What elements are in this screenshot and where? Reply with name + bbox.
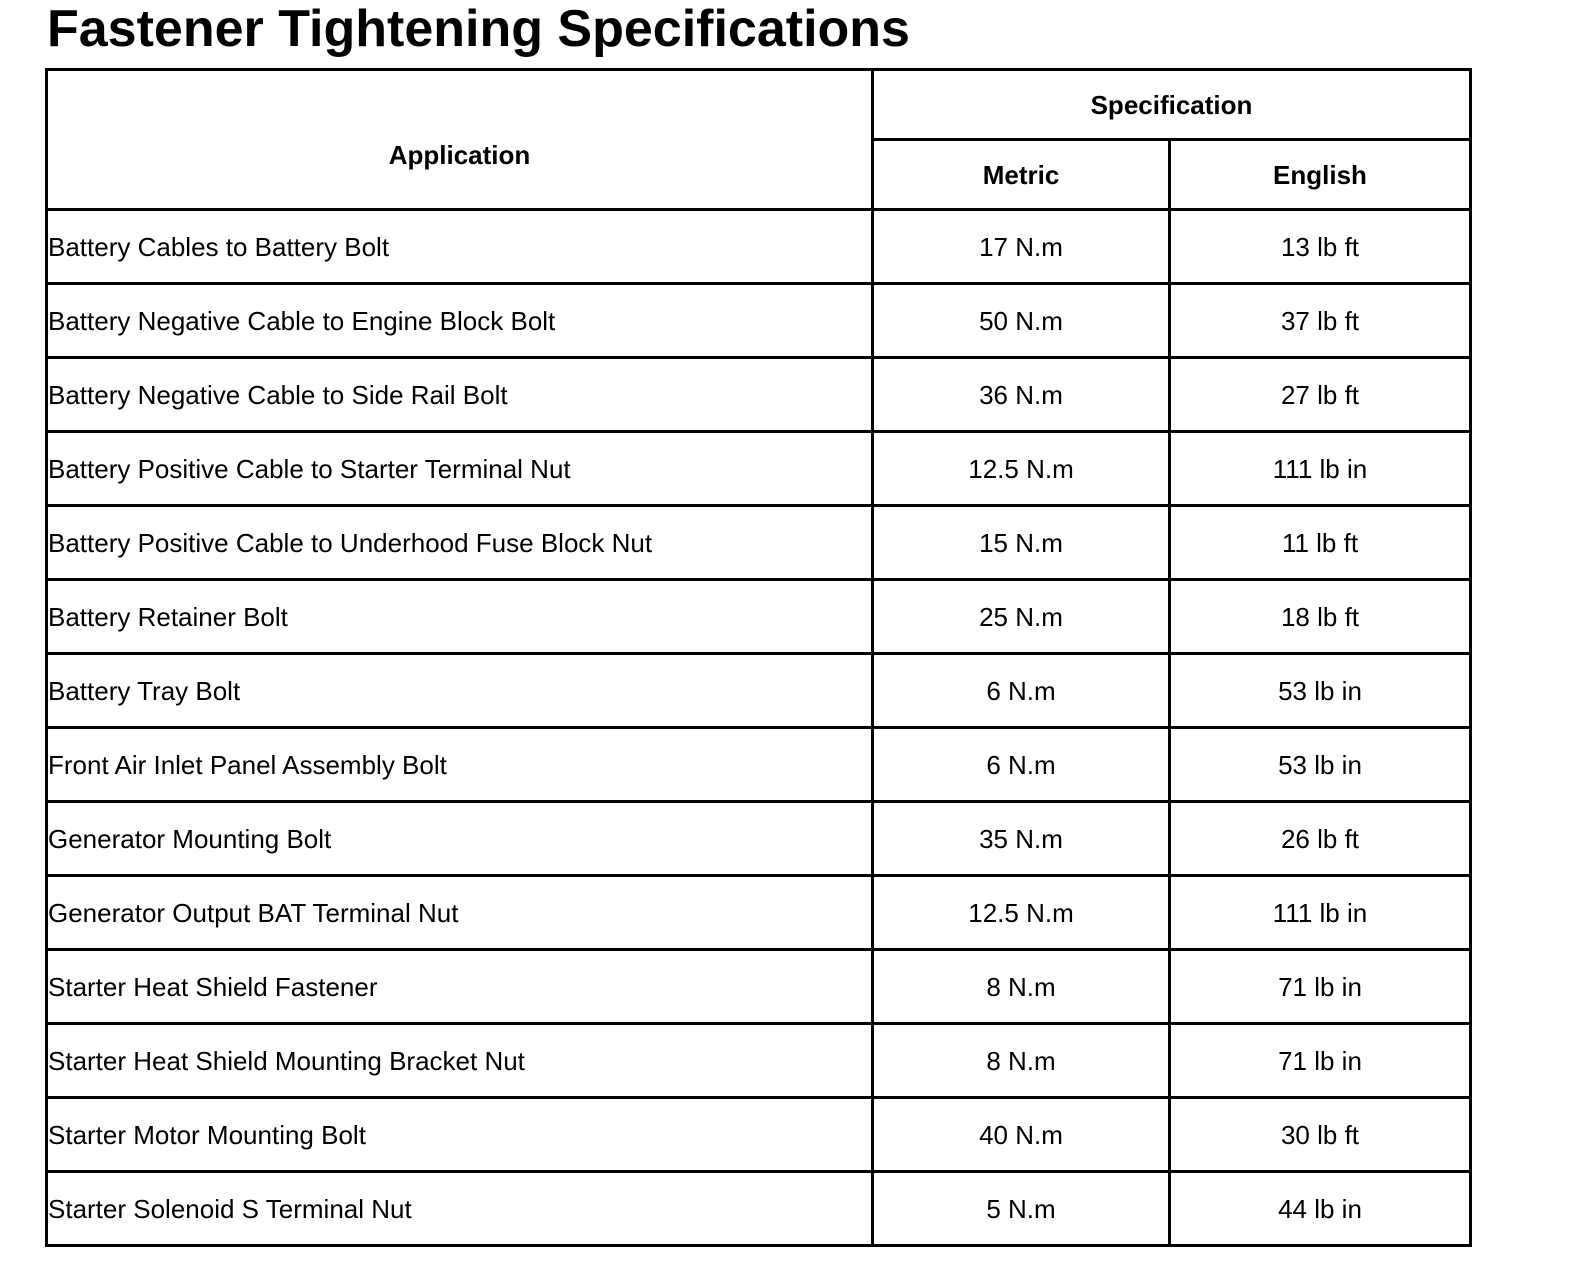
metric-value-cell: 35 N.m bbox=[873, 802, 1170, 876]
application-cell: Battery Positive Cable to Underhood Fuse Block Nut bbox=[47, 506, 873, 580]
metric-value-cell: 25 N.m bbox=[873, 580, 1170, 654]
metric-value-cell: 5 N.m bbox=[873, 1172, 1170, 1246]
english-value-cell: 71 lb in bbox=[1170, 950, 1471, 1024]
application-cell: Starter Motor Mounting Bolt bbox=[47, 1098, 873, 1172]
table-row bbox=[47, 358, 1471, 432]
column-header-metric: Metric bbox=[873, 140, 1170, 210]
table-row bbox=[47, 1024, 1471, 1098]
application-cell: Starter Heat Shield Fastener bbox=[47, 950, 873, 1024]
metric-value-cell: 6 N.m bbox=[873, 728, 1170, 802]
english-value-cell: 11 lb ft bbox=[1170, 506, 1471, 580]
metric-value-cell: 36 N.m bbox=[873, 358, 1170, 432]
english-value-cell: 30 lb ft bbox=[1170, 1098, 1471, 1172]
english-value-cell: 13 lb ft bbox=[1170, 210, 1471, 284]
english-value-cell: 111 lb in bbox=[1170, 876, 1471, 950]
english-value-cell: 37 lb ft bbox=[1170, 284, 1471, 358]
table-row bbox=[47, 1098, 1471, 1172]
table-row bbox=[47, 210, 1471, 284]
metric-value-cell: 6 N.m bbox=[873, 654, 1170, 728]
metric-value-cell: 17 N.m bbox=[873, 210, 1170, 284]
table-row bbox=[47, 1172, 1471, 1246]
table-row bbox=[47, 876, 1471, 950]
column-header-specification: Specification bbox=[873, 70, 1471, 140]
table-row bbox=[47, 580, 1471, 654]
english-value-cell: 71 lb in bbox=[1170, 1024, 1471, 1098]
metric-value-cell: 8 N.m bbox=[873, 1024, 1170, 1098]
english-value-cell: 26 lb ft bbox=[1170, 802, 1471, 876]
metric-value-cell: 15 N.m bbox=[873, 506, 1170, 580]
application-cell: Front Air Inlet Panel Assembly Bolt bbox=[47, 728, 873, 802]
metric-value-cell: 12.5 N.m bbox=[873, 876, 1170, 950]
header-row-group bbox=[47, 70, 1471, 140]
english-value-cell: 53 lb in bbox=[1170, 728, 1471, 802]
page-title: Fastener Tightening Specifications bbox=[47, 0, 910, 58]
english-value-cell: 44 lb in bbox=[1170, 1172, 1471, 1246]
column-header-english: English bbox=[1170, 140, 1471, 210]
table-row bbox=[47, 506, 1471, 580]
table-row bbox=[47, 432, 1471, 506]
application-cell: Starter Heat Shield Mounting Bracket Nut bbox=[47, 1024, 873, 1098]
table-body bbox=[47, 210, 1471, 1246]
application-cell: Generator Output BAT Terminal Nut bbox=[47, 876, 873, 950]
application-cell: Battery Cables to Battery Bolt bbox=[47, 210, 873, 284]
table-row bbox=[47, 284, 1471, 358]
application-cell: Starter Solenoid S Terminal Nut bbox=[47, 1172, 873, 1246]
table-row bbox=[47, 802, 1471, 876]
application-cell: Battery Positive Cable to Starter Terminal Nut bbox=[47, 432, 873, 506]
metric-value-cell: 8 N.m bbox=[873, 950, 1170, 1024]
english-value-cell: 53 lb in bbox=[1170, 654, 1471, 728]
english-value-cell: 18 lb ft bbox=[1170, 580, 1471, 654]
fastener-spec-table bbox=[45, 68, 1472, 1247]
table-header bbox=[47, 70, 1471, 210]
metric-value-cell: 50 N.m bbox=[873, 284, 1170, 358]
table-row bbox=[47, 654, 1471, 728]
table-row bbox=[47, 950, 1471, 1024]
application-cell: Battery Tray Bolt bbox=[47, 654, 873, 728]
english-value-cell: 111 lb in bbox=[1170, 432, 1471, 506]
application-cell: Generator Mounting Bolt bbox=[47, 802, 873, 876]
application-cell: Battery Retainer Bolt bbox=[47, 580, 873, 654]
column-header-application: Application bbox=[47, 70, 873, 210]
application-cell: Battery Negative Cable to Side Rail Bolt bbox=[47, 358, 873, 432]
english-value-cell: 27 lb ft bbox=[1170, 358, 1471, 432]
table-row bbox=[47, 728, 1471, 802]
metric-value-cell: 40 N.m bbox=[873, 1098, 1170, 1172]
metric-value-cell: 12.5 N.m bbox=[873, 432, 1170, 506]
application-cell: Battery Negative Cable to Engine Block Bolt bbox=[47, 284, 873, 358]
